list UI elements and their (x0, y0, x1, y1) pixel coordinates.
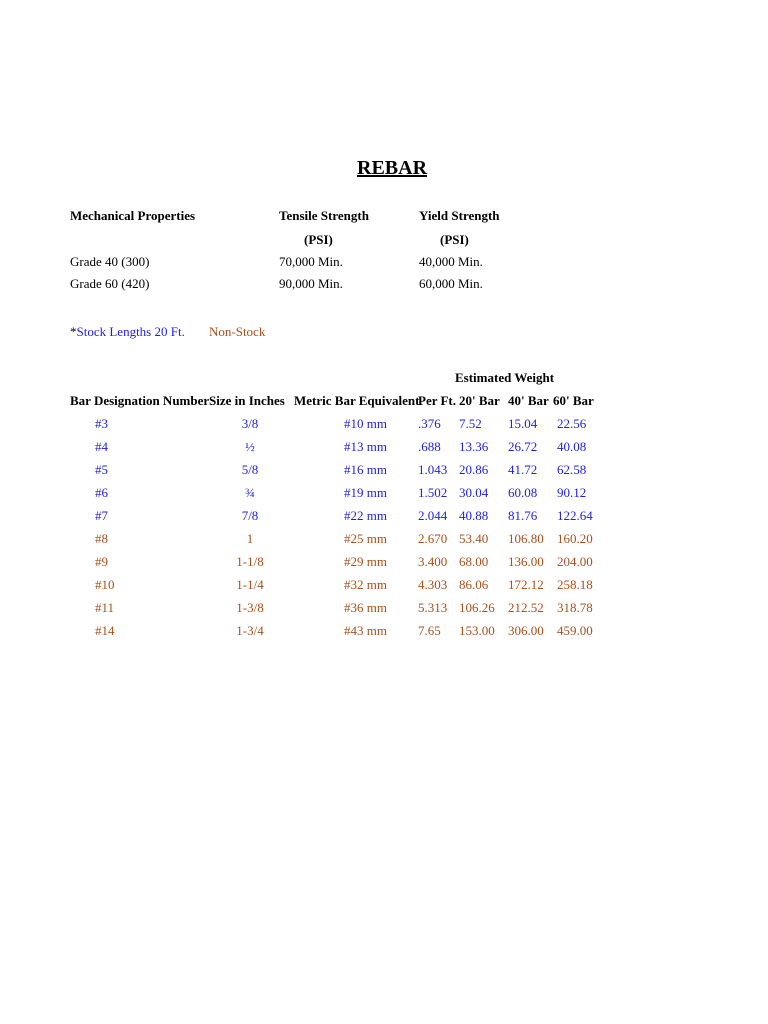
weight-per-ft: 3.400 (418, 554, 448, 569)
weight-per-ft: 1.043 (418, 462, 448, 477)
weight-per-ft: 4.303 (418, 577, 448, 592)
bar-size: 5/8 (241, 462, 259, 477)
header-bar-designation: Bar Designation Number (70, 393, 210, 408)
table-row (0, 508, 768, 531)
stock-asterisk: * (70, 324, 77, 339)
weight-20-bar: 13.36 (459, 439, 489, 454)
header-per-ft: Per Ft. (418, 393, 457, 408)
weight-per-ft: 1.502 (418, 485, 448, 500)
bar-size: 1-3/8 (236, 600, 264, 615)
stock-lengths-label: Stock Lengths 20 Ft. (76, 324, 185, 339)
bar-size: 1 (246, 531, 254, 546)
yield-unit-label: (PSI) (440, 232, 469, 247)
metric-size: #13 mm (344, 439, 387, 454)
weight-20-bar: 106.26 (459, 600, 495, 615)
weight-40-bar: 26.72 (508, 439, 538, 454)
mechanical-properties-label: Mechanical Properties (70, 208, 196, 223)
table-row (0, 439, 768, 462)
weight-60-bar: 22.56 (557, 416, 587, 431)
metric-size: #43 mm (344, 623, 387, 638)
bar-number: #10 (95, 577, 115, 592)
bar-number: #8 (95, 531, 108, 546)
weight-60-bar: 204.00 (557, 554, 593, 569)
weight-60-bar: 459.00 (557, 623, 593, 638)
bar-number: #6 (95, 485, 108, 500)
table-row (0, 416, 768, 439)
stock-legend (70, 324, 185, 340)
table-row (0, 485, 768, 508)
weight-60-bar: 160.20 (557, 531, 593, 546)
weight-20-bar: 53.40 (459, 531, 489, 546)
weight-40-bar: 81.76 (508, 508, 538, 523)
weight-60-bar: 90.12 (557, 485, 587, 500)
weight-60-bar: 40.08 (557, 439, 587, 454)
bar-size: 3/8 (241, 416, 259, 431)
weight-20-bar: 86.06 (459, 577, 489, 592)
table-row (0, 600, 768, 623)
weight-40-bar: 41.72 (508, 462, 538, 477)
bar-size: 1-1/4 (236, 577, 264, 592)
bar-number: #14 (95, 623, 115, 638)
table-row (0, 462, 768, 485)
bar-number: #9 (95, 554, 108, 569)
grade-40-yield: 40,000 Min. (419, 254, 483, 269)
metric-size: #36 mm (344, 600, 387, 615)
tensile-strength-label: Tensile Strength (279, 208, 369, 223)
grade-60-yield: 60,000 Min. (419, 276, 483, 291)
bar-number: #4 (95, 439, 108, 454)
metric-size: #32 mm (344, 577, 387, 592)
grade-40-tensile: 70,000 Min. (279, 254, 343, 269)
rebar-table (0, 416, 768, 646)
weight-40-bar: 15.04 (508, 416, 538, 431)
estimated-weight-label: Estimated Weight (455, 370, 555, 385)
weight-40-bar: 212.52 (508, 600, 544, 615)
header-60-bar: 60' Bar (553, 393, 594, 408)
bar-number: #11 (95, 600, 115, 615)
non-stock-label: Non-Stock (209, 324, 266, 339)
bar-size: ½ (245, 439, 255, 454)
yield-strength-label: Yield Strength (419, 208, 500, 223)
weight-20-bar: 30.04 (459, 485, 489, 500)
weight-20-bar: 40.88 (459, 508, 489, 523)
header-metric-equivalent: Metric Bar Equivalent (294, 393, 420, 408)
weight-20-bar: 7.52 (459, 416, 482, 431)
table-row (0, 623, 768, 646)
weight-per-ft: 2.044 (418, 508, 448, 523)
weight-40-bar: 106.80 (508, 531, 544, 546)
bar-number: #3 (95, 416, 108, 431)
weight-per-ft: 2.670 (418, 531, 448, 546)
weight-per-ft: 5.313 (418, 600, 448, 615)
metric-size: #19 mm (344, 485, 387, 500)
grade-60-label: Grade 60 (420) (70, 276, 150, 291)
header-40-bar: 40' Bar (508, 393, 549, 408)
weight-60-bar: 258.18 (557, 577, 593, 592)
weight-40-bar: 60.08 (508, 485, 538, 500)
tensile-unit-label: (PSI) (304, 232, 333, 247)
header-size-inches: Size in Inches (209, 393, 285, 408)
weight-20-bar: 153.00 (459, 623, 495, 638)
weight-per-ft: .376 (418, 416, 441, 431)
bar-size: 1-3/4 (236, 623, 264, 638)
metric-size: #22 mm (344, 508, 387, 523)
weight-per-ft: 7.65 (418, 623, 441, 638)
metric-size: #10 mm (344, 416, 387, 431)
metric-size: #16 mm (344, 462, 387, 477)
weight-60-bar: 62.58 (557, 462, 587, 477)
bar-size: 7/8 (241, 508, 259, 523)
header-20-bar: 20' Bar (459, 393, 500, 408)
table-row (0, 531, 768, 554)
weight-per-ft: .688 (418, 439, 441, 454)
table-row (0, 554, 768, 577)
grade-60-tensile: 90,000 Min. (279, 276, 343, 291)
bar-size: 1-1/8 (236, 554, 264, 569)
table-row (0, 577, 768, 600)
weight-60-bar: 318.78 (557, 600, 593, 615)
grade-40-label: Grade 40 (300) (70, 254, 150, 269)
bar-number: #5 (95, 462, 108, 477)
metric-size: #29 mm (344, 554, 387, 569)
weight-40-bar: 172.12 (508, 577, 544, 592)
weight-40-bar: 306.00 (508, 623, 544, 638)
weight-20-bar: 68.00 (459, 554, 489, 569)
bar-size: ¾ (245, 485, 255, 500)
page-title: REBAR (357, 157, 428, 179)
weight-20-bar: 20.86 (459, 462, 489, 477)
metric-size: #25 mm (344, 531, 387, 546)
bar-number: #7 (95, 508, 108, 523)
weight-40-bar: 136.00 (508, 554, 544, 569)
weight-60-bar: 122.64 (557, 508, 593, 523)
